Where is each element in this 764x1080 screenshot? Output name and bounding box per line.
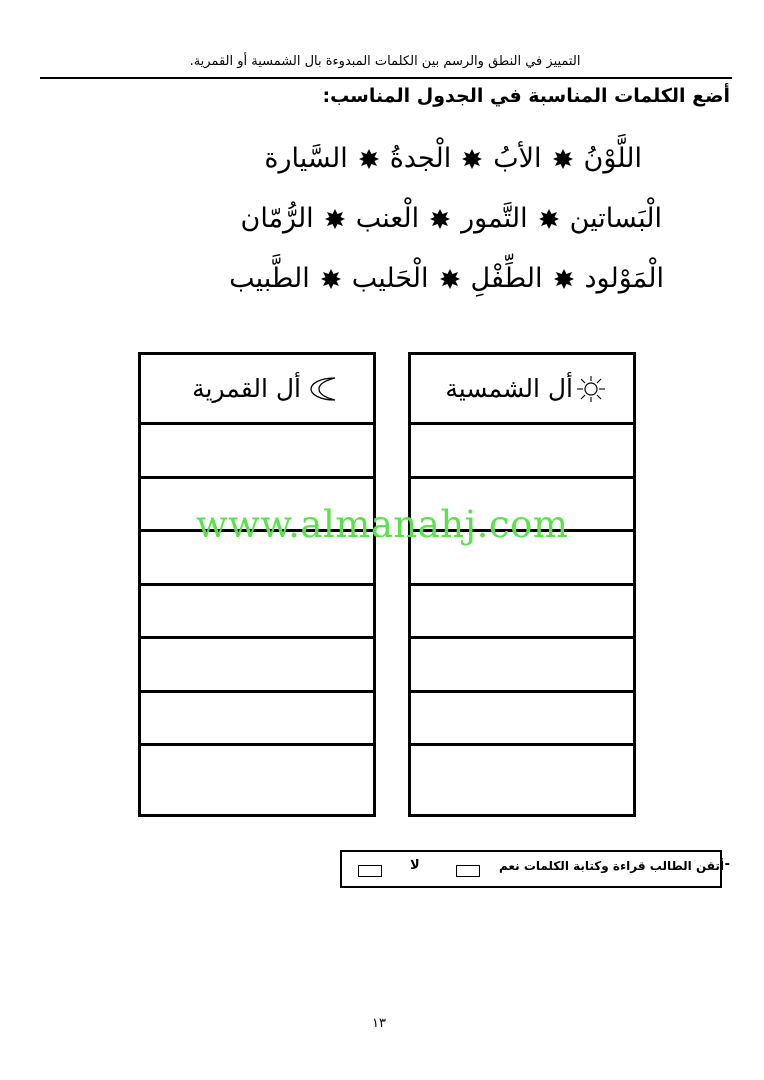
- word: الأبُ: [493, 143, 542, 174]
- qamariya-title: أل القمرية: [192, 374, 301, 403]
- answer-cell[interactable]: [141, 639, 373, 693]
- word: الْحَليب: [351, 263, 429, 294]
- word: الْعنب: [355, 203, 420, 234]
- answer-cell[interactable]: [411, 425, 633, 479]
- star-bullet-icon: [538, 208, 560, 230]
- no-label: لا: [410, 858, 420, 873]
- star-bullet-icon: [324, 208, 346, 230]
- answer-cell[interactable]: [141, 586, 373, 640]
- answer-cell[interactable]: [411, 746, 633, 800]
- header-rule: [40, 77, 732, 79]
- answer-cell[interactable]: [411, 586, 633, 640]
- assessment-text: أتقن الطالب قراءة وكتابة الكلمات نعم: [498, 859, 724, 873]
- qamariya-table: [138, 352, 376, 817]
- star-bullet-icon: [358, 148, 380, 170]
- star-bullet-icon: [461, 148, 483, 170]
- no-checkbox[interactable]: [358, 865, 382, 877]
- shamsiya-table-header: [411, 355, 633, 425]
- word-row-1: [264, 139, 642, 179]
- star-bullet-icon: [439, 268, 461, 290]
- word-row-3: [229, 259, 664, 299]
- star-bullet-icon: [429, 208, 451, 230]
- word: الْبَساتين: [569, 203, 662, 234]
- crescent-moon-icon: [301, 376, 349, 402]
- shamsiya-table: [408, 352, 636, 817]
- star-bullet-icon: [552, 148, 574, 170]
- word: السَّيارة: [264, 143, 348, 174]
- watermark: www.almanahj.com: [196, 503, 569, 546]
- word: الطِّفْلِ: [470, 263, 543, 294]
- answer-cell[interactable]: [141, 693, 373, 747]
- word: اللَّوْنُ: [583, 143, 642, 174]
- answer-cell[interactable]: [141, 746, 373, 800]
- yes-checkbox[interactable]: [456, 865, 480, 877]
- star-bullet-icon: [553, 268, 575, 290]
- word-row-2: [241, 199, 662, 239]
- answer-cell[interactable]: [411, 693, 633, 747]
- page-header: التمييز في النطق والرسم بين الكلمات المبدوءة بال الشمسية أو القمرية.: [189, 54, 581, 69]
- word: الطَّبيب: [229, 263, 310, 294]
- star-bullet-icon: [320, 268, 342, 290]
- sun-icon: [573, 374, 609, 404]
- word: الْجدةُ: [389, 143, 452, 174]
- word: الرُّمّان: [240, 203, 314, 234]
- assessment-dash: -: [724, 857, 730, 872]
- qamariya-table-header: [141, 355, 373, 425]
- page-number: ١٣: [372, 1016, 386, 1031]
- answer-cell[interactable]: [141, 425, 373, 479]
- instruction-text: أضع الكلمات المناسبة في الجدول المناسب:: [322, 85, 730, 107]
- word: الْمَوْلود: [584, 263, 664, 294]
- word: التَّمور: [461, 203, 528, 234]
- answer-cell[interactable]: [411, 639, 633, 693]
- shamsiya-title: أل الشمسية: [445, 374, 573, 403]
